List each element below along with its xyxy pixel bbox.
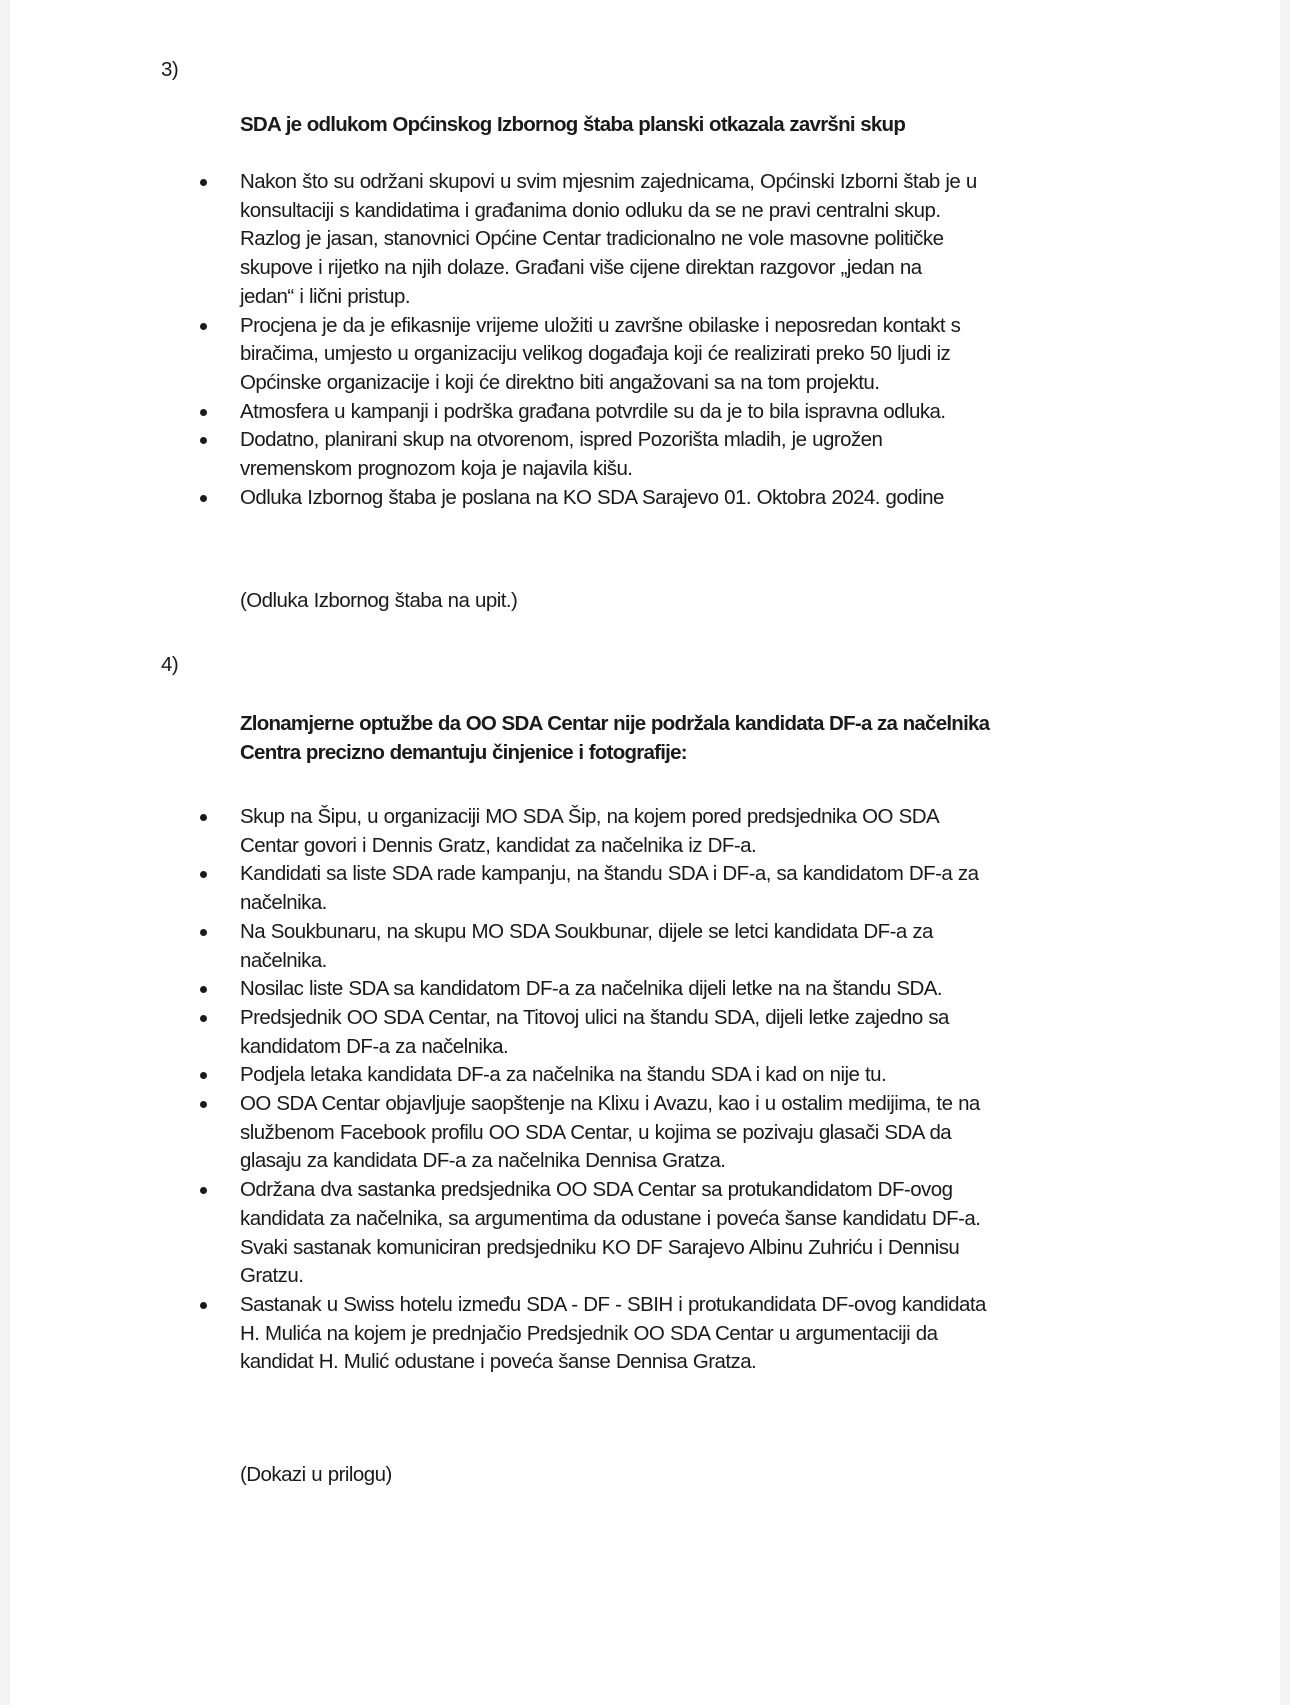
bullet-icon [200,1302,207,1309]
bullet-icon [200,437,207,444]
list-item: Nosilac liste SDA sa kandidatom DF-a za načelnika dijeli letke na na štandu SDA. [10,975,1140,1004]
list-item: Na Soukbunaru, na skupu MO SDA Soukbunar, dijele se letci kandidata DF-a za načelnika. [10,918,1140,975]
bullet-icon [200,929,207,936]
bullet-icon [200,814,207,821]
section-number: 3) [161,58,179,81]
bullet-icon [200,986,207,993]
section-number: 4) [161,653,179,676]
bullet-icon [200,1101,207,1108]
list-item: OO SDA Centar objavljuje saopštenje na Klixu i Avazu, kao i u ostalim medijima, te na službenom Facebook profilu OO SDA Centar, u kojima se pozivaju glasači SDA da glasaju za kandidata DF-a za načelnika Dennisa Gratza. [10,1090,1140,1176]
list-item: Sastanak u Swiss hotelu između SDA - DF - SBIH i protukandidata DF-ovog kandidata H. Mulića na kojem je prednjačio Predsjednik OO SDA Centar u argumentaciji da kandidat H. Mulić odustane i poveća šanse Dennisa Gratza. [10,1291,1140,1377]
list-item: Nakon što su održani skupovi u svim mjesnim zajednicama, Općinski Izborni štab je u konsultaciji s kandidatima i građanima donio odluku da se ne pravi centralni skup. Razlog je jasan, stanovnici Općine Centar tradicionalno ne vole masovne političke skupove i rijetko na njih dolaze. Građani više cijene direktan razgovor „jedan na jedan“ i lični pristup. [10,168,1140,312]
bullet-icon [200,323,207,330]
section-heading: Zlonamjerne optužbe da OO SDA Centar nije podržala kandidata DF-a za načelnika Centra precizno demantuju činjenice i fotografije: [240,712,990,764]
bullet-icon [200,871,207,878]
bullet-icon [200,409,207,416]
bullet-list [10,803,1140,1377]
bullet-list [10,168,1140,512]
list-item: Odluka Izbornog štaba je poslana na KO SDA Sarajevo 01. Oktobra 2024. godine [10,484,1140,513]
list-item: Kandidati sa liste SDA rade kampanju, na štandu SDA i DF-a, sa kandidatom DF-a za načelnika. [10,860,1140,917]
document-page [10,0,1280,1705]
list-item: Predsjednik OO SDA Centar, na Titovoj ulici na štandu SDA, dijeli letke zajedno sa kandidatom DF-a za načelnika. [10,1004,1140,1061]
list-item: Atmosfera u kampanji i podrška građana potvrdile su da je to bila ispravna odluka. [10,398,1140,427]
list-item: Dodatno, planirani skup na otvorenom, ispred Pozorišta mladih, je ugrožen vremenskom prognozom koja je najavila kišu. [10,426,1140,483]
bullet-icon [200,1072,207,1079]
list-item: Skup na Šipu, u organizaciji MO SDA Šip, na kojem pored predsjednika OO SDA Centar govori i Dennis Gratz, kandidat za načelnika iz DF-a. [10,803,1140,860]
bullet-icon [200,495,207,502]
section-note: (Dokazi u prilogu) [240,1463,392,1486]
bullet-icon [200,1187,207,1194]
section-heading: SDA je odlukom Općinskog Izbornog štaba planski otkazala završni skup [240,113,906,136]
section-note: (Odluka Izbornog štaba na upit.) [240,589,518,612]
list-item: Održana dva sastanka predsjednika OO SDA Centar sa protukandidatom DF-ovog kandidata za načelnika, sa argumentima da odustane i poveća šanse kandidatu DF-a. Svaki sastanak komuniciran predsjedniku KO DF Sarajevo Albinu Zuhriću i Dennisu Gratzu. [10,1176,1140,1291]
bullet-icon [200,179,207,186]
list-item: Procjena je da je efikasnije vrijeme uložiti u završne obilaske i neposredan kontakt s biračima, umjesto u organizaciju velikog događaja koji će realizirati preko 50 ljudi iz Općinske organizacije i koji će direktno biti angažovani sa na tom projektu. [10,312,1140,398]
list-item: Podjela letaka kandidata DF-a za načelnika na štandu SDA i kad on nije tu. [10,1061,1140,1090]
bullet-icon [200,1015,207,1022]
